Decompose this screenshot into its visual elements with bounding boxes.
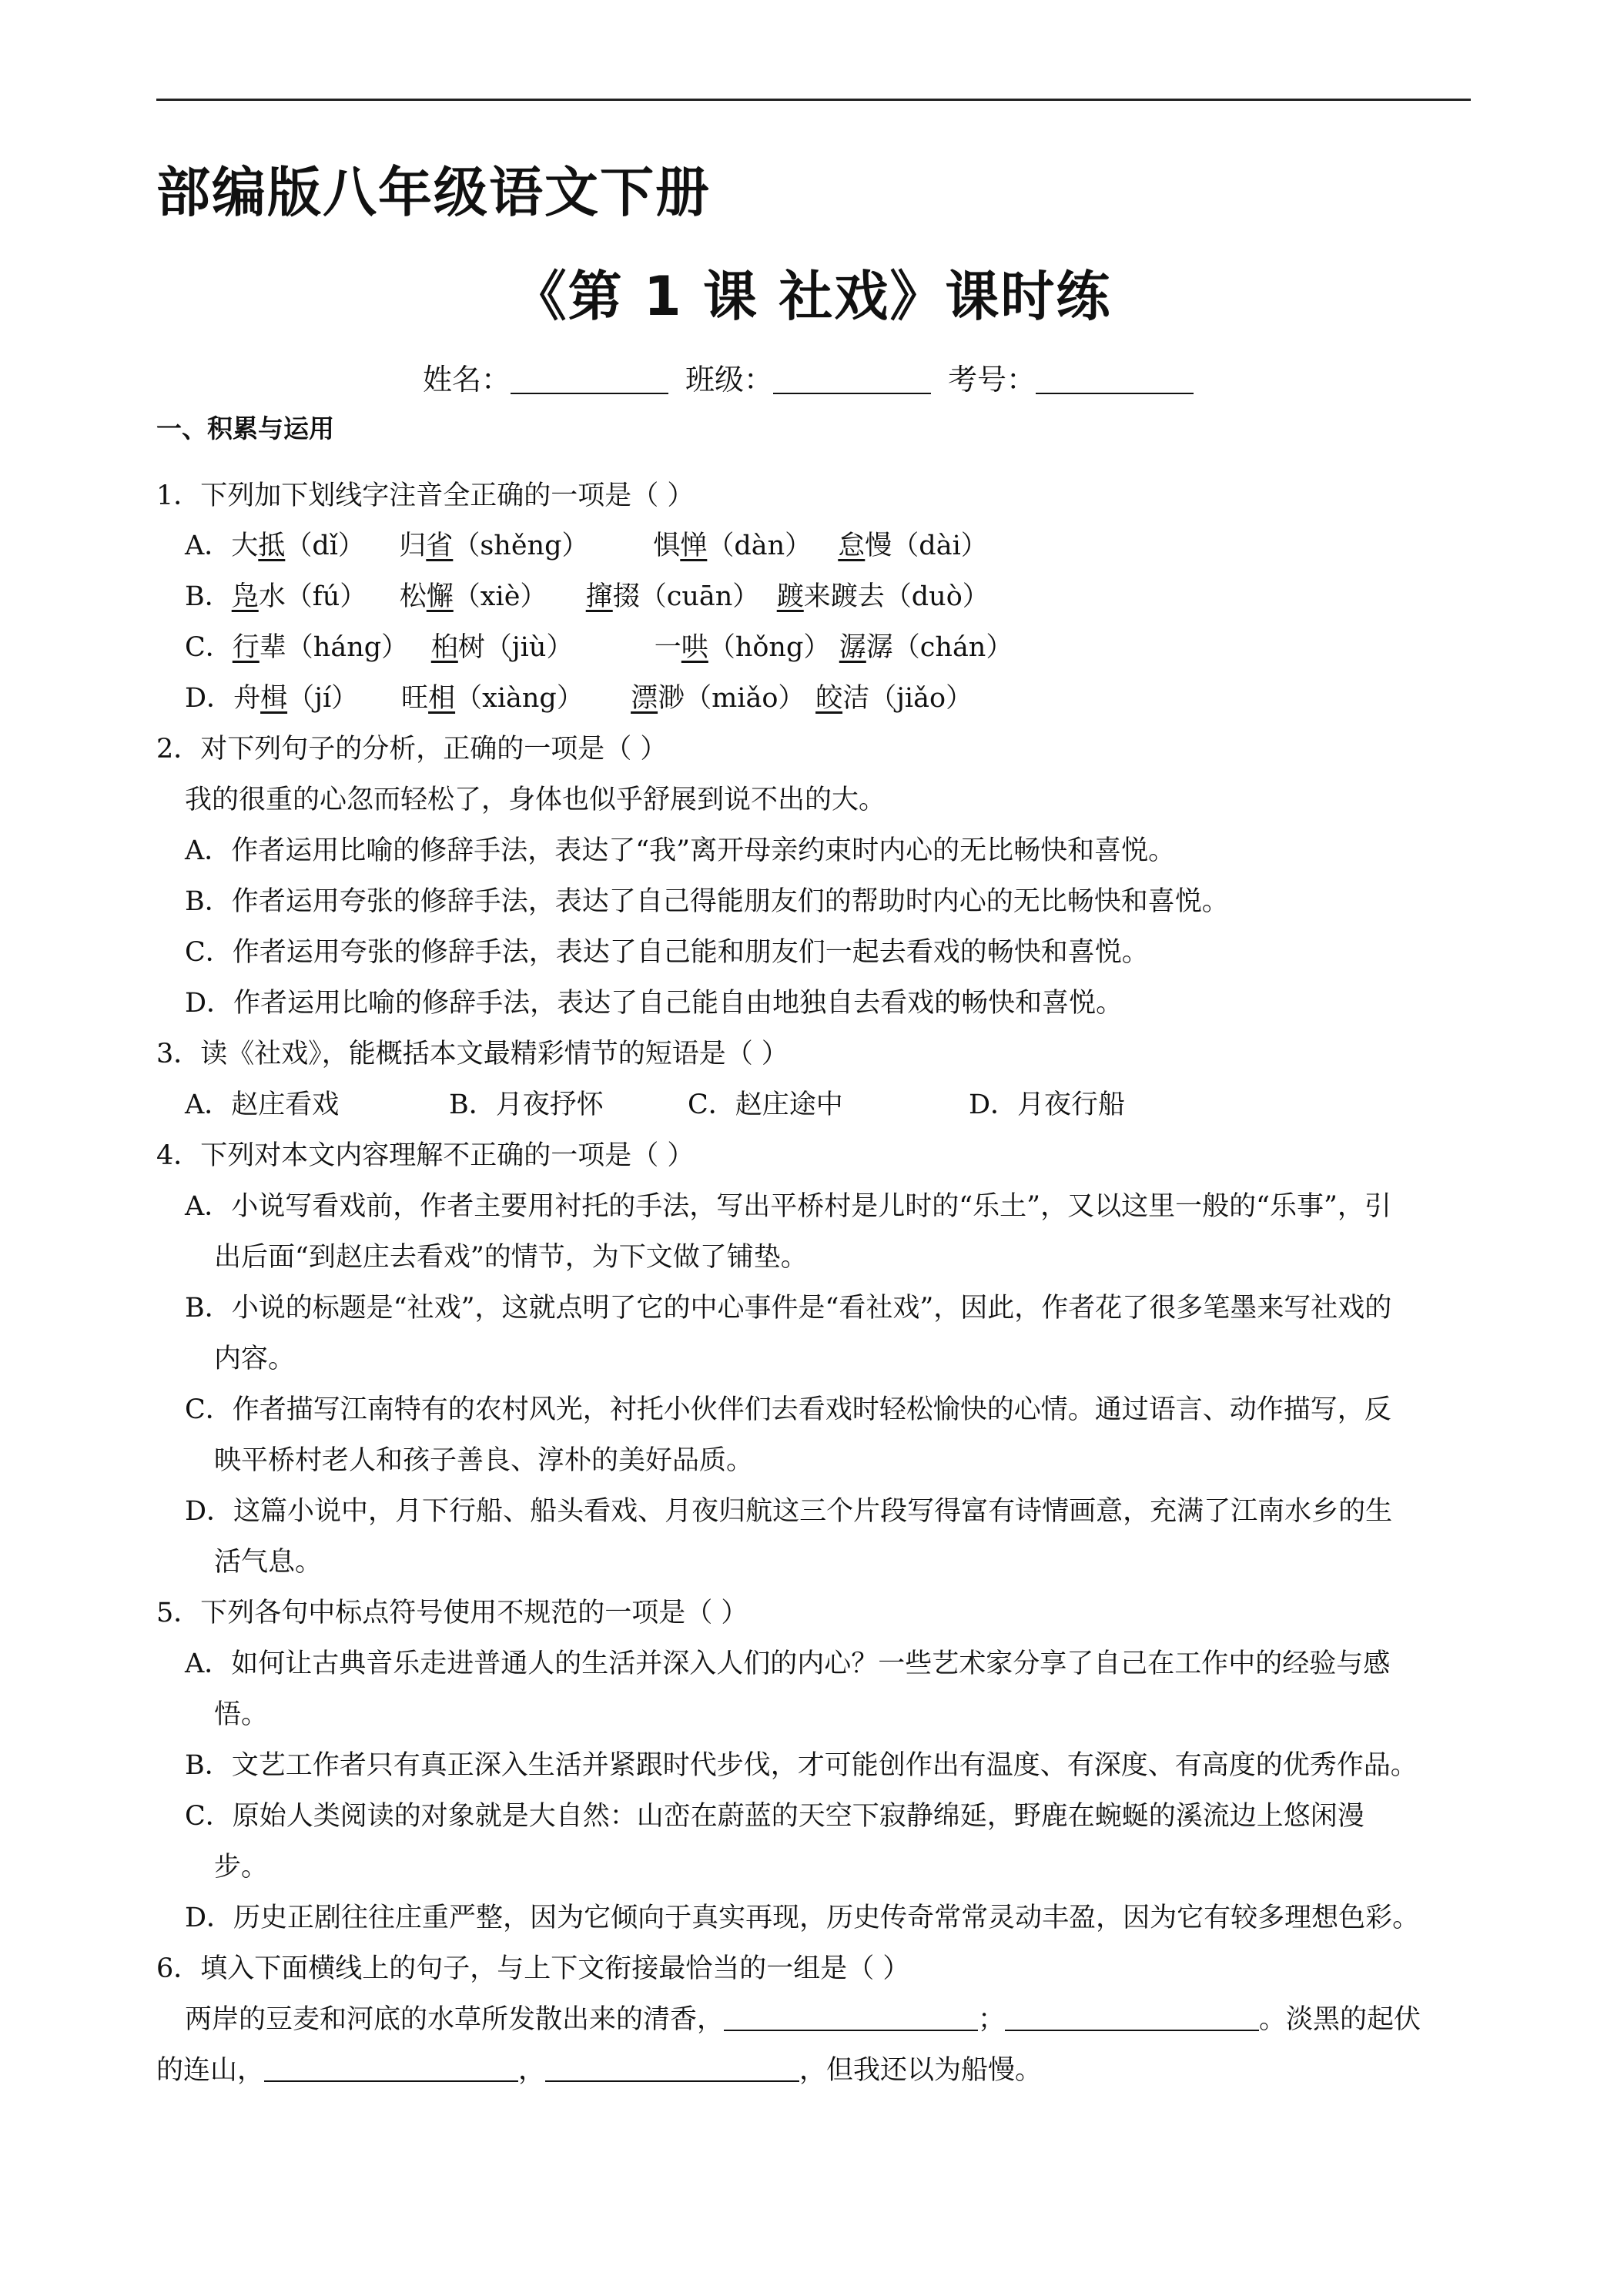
question-5-option-a-cont: 悟。 bbox=[214, 1699, 269, 1730]
lesson-title: 《第 1 课 社戏》课时练 bbox=[512, 265, 1112, 328]
option-item: 松懈（xiè） bbox=[399, 581, 547, 612]
question-5-option-b: B．文艺工作者只有真正深入生活并紧跟时代步伐，才可能创作出有温度、有深度、有高度的优秀作品。 bbox=[185, 1750, 1418, 1781]
student-info-line bbox=[0, 358, 1624, 401]
option-item: 一哄（hǒng） bbox=[654, 632, 831, 663]
question-4-option-a-cont: 出后面“到赵庄去看戏”的情节，为下文做了铺垫。 bbox=[214, 1242, 808, 1273]
question-5-option-d: D．历史正剧往往庄重严整，因为它倾向于真实再现，历史传奇常常灵动丰盈，因为它有较多理想色彩。 bbox=[185, 1903, 1420, 1933]
option-label: B． bbox=[185, 581, 232, 612]
question-3-option-d: D．月夜行船 bbox=[969, 1089, 1126, 1120]
option-item: 舟楫（jí） bbox=[233, 683, 359, 714]
option-item: 大抵（dǐ） bbox=[231, 530, 365, 561]
question-1-stem: 1．下列加下划线字注音全正确的一项是（ ） bbox=[156, 480, 695, 511]
option-item: 漂渺（miǎo） bbox=[631, 683, 805, 714]
fill-blank-3[interactable] bbox=[264, 2053, 518, 2082]
section-title: 一、积累与运用 bbox=[156, 413, 334, 443]
question-3-stem: 3．读《社戏》，能概括本文最精彩情节的短语是（ ） bbox=[156, 1039, 789, 1069]
question-3-option-a: A．赵庄看戏 bbox=[185, 1089, 340, 1120]
option-label: C． bbox=[185, 632, 233, 663]
option-item: 凫水（fú） bbox=[231, 581, 367, 612]
question-1-option-a bbox=[185, 527, 1494, 564]
class-blank[interactable] bbox=[773, 362, 931, 394]
question-6-passage-line-2: 的连山， ， ，但我还以为船慢。 bbox=[156, 2052, 1488, 2089]
header-rule bbox=[156, 99, 1471, 101]
option-item: 怠慢（dài） bbox=[838, 530, 988, 561]
question-2-option-b: B．作者运用夸张的修辞手法，表达了自己得能朋友们的帮助时内心的无比畅快和喜悦。 bbox=[185, 886, 1229, 917]
option-item: 撺掇（cuān） bbox=[585, 581, 760, 612]
question-4-option-a: A．小说写看戏前，作者主要用衬托的手法，写出平桥村是儿时的“乐土”，又以这里一般的“乐事”，引 bbox=[185, 1191, 1391, 1222]
question-3-option-b: B．月夜抒怀 bbox=[449, 1089, 604, 1120]
question-6-stem: 6．填入下面横线上的句子，与上下文衔接最恰当的一组是（ ） bbox=[156, 1953, 910, 1984]
exam-number-label: 考号： bbox=[948, 363, 1036, 397]
question-4-option-b-cont: 内容。 bbox=[214, 1344, 296, 1374]
question-1-option-b bbox=[185, 578, 1494, 615]
question-6-passage-line-1: 两岸的豆麦和河底的水草所发散出来的清香， ； 。淡黑的起伏 bbox=[185, 2001, 1494, 2038]
question-2-option-a: A．作者运用比喻的修辞手法，表达了“我”离开母亲约束时内心的无比畅快和喜悦。 bbox=[185, 835, 1176, 866]
fill-blank-1[interactable] bbox=[724, 2002, 978, 2031]
question-2-option-d: D．作者运用比喻的修辞手法，表达了自己能自由地独自去看戏的畅快和喜悦。 bbox=[185, 988, 1123, 1019]
exam-number-blank[interactable] bbox=[1036, 362, 1194, 394]
question-4-option-d-cont: 活气息。 bbox=[214, 1547, 323, 1578]
option-item: 皎洁（jiǎo） bbox=[815, 683, 973, 714]
question-5-option-a: A．如何让古典音乐走进普通人的生活并深入人们的内心？一些艺术家分享了自己在工作中的经验与感 bbox=[185, 1648, 1391, 1679]
question-2-stem: 2．对下列句子的分析，正确的一项是（ ） bbox=[156, 734, 668, 765]
question-4-option-c-cont: 映平桥村老人和孩子善良、淳朴的美好品质。 bbox=[214, 1445, 754, 1476]
option-item: 行辈（háng） bbox=[232, 632, 409, 663]
question-4-option-b: B．小说的标题是“社戏”，这就点明了它的中心事件是“看社戏”，因此，作者花了很多笔墨来写社戏的 bbox=[185, 1293, 1392, 1324]
question-1-option-c bbox=[185, 629, 1494, 666]
question-5-option-c: C．原始人类阅读的对象就是大自然：山峦在蔚蓝的天空下寂静绵延，野鹿在蜿蜒的溪流边上悠闲漫 bbox=[185, 1801, 1364, 1832]
question-5-option-c-cont: 步。 bbox=[214, 1852, 269, 1883]
question-2-sentence: 我的很重的心忽而轻松了，身体也似乎舒展到说不出的大。 bbox=[185, 785, 886, 815]
question-4-stem: 4．下列对本文内容理解不正确的一项是（ ） bbox=[156, 1140, 695, 1171]
option-item: 桕树（jiù） bbox=[430, 632, 574, 663]
textbook-title: 部编版八年级语文下册 bbox=[156, 161, 711, 224]
question-3-options bbox=[185, 1086, 1494, 1123]
option-item: 惧惮（dàn） bbox=[653, 530, 812, 561]
option-item: 归省（shěng） bbox=[399, 530, 589, 561]
option-label: D． bbox=[185, 683, 234, 714]
name-blank[interactable] bbox=[511, 362, 668, 394]
class-label: 班级： bbox=[685, 363, 773, 397]
question-2-option-c: C．作者运用夸张的修辞手法，表达了自己能和朋友们一起去看戏的畅快和喜悦。 bbox=[185, 937, 1149, 968]
question-1-option-d bbox=[185, 680, 1494, 717]
fill-blank-4[interactable] bbox=[545, 2053, 799, 2082]
question-4-option-c: C．作者描写江南特有的农村风光，衬托小伙伴们去看戏时轻松愉快的心情。通过语言、动作描写，反 bbox=[185, 1394, 1391, 1425]
option-label: A． bbox=[185, 530, 232, 561]
option-item: 踱来踱去（duò） bbox=[776, 581, 989, 612]
question-3-option-c: C．赵庄途中 bbox=[688, 1089, 843, 1120]
name-label: 姓名： bbox=[422, 363, 511, 397]
option-item: 旺相（xiàng） bbox=[401, 683, 584, 714]
question-5-stem: 5．下列各句中标点符号使用不规范的一项是（ ） bbox=[156, 1598, 748, 1628]
fill-blank-2[interactable] bbox=[1005, 2002, 1259, 2031]
option-item: 潺潺（chán） bbox=[839, 632, 1013, 663]
question-4-option-d: D．这篇小说中，月下行船、船头看戏、月夜归航这三个片段写得富有诗情画意，充满了江南水乡的生 bbox=[185, 1496, 1393, 1527]
